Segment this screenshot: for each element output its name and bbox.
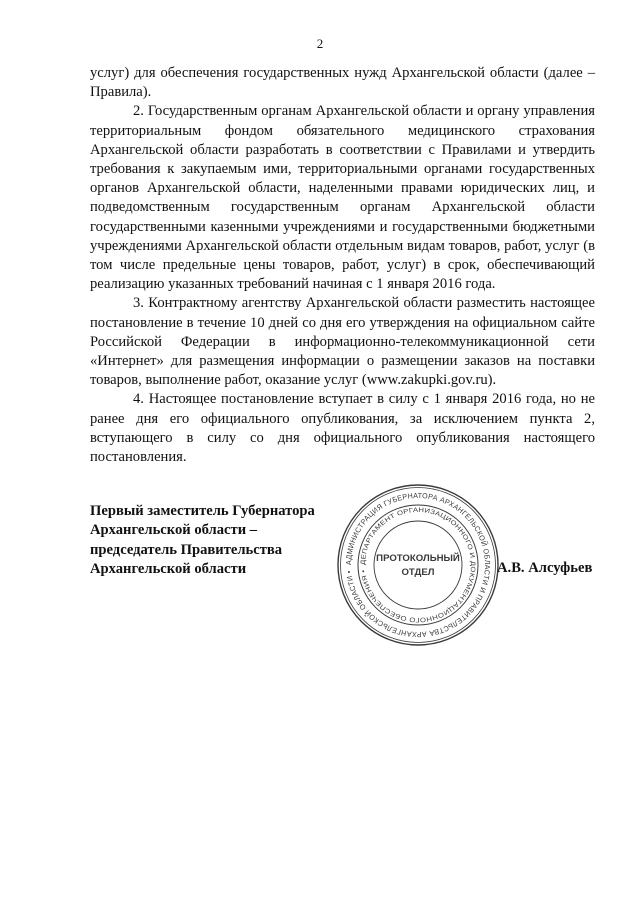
paragraph-item-3: 3. Контрактному агентству Архангельской области разместить настоящее постановление в течение 10 дней со дня его утверждения на официальном сайте Российской Федерации в информационно-телекоммуникационной сети «Интернет» для размещения информации о размещении заказов на поставки товаров, выполнение работ, оказание услуг (www.zakupki.gov.ru).	[90, 295, 595, 389]
paragraph-item-4: 4. Настоящее постановление вступает в силу с 1 января 2016 года, но не ранее дня его официального опубликования, за исключением пункта 2, вступающего в силу со дня официального опубликования настоящего постановления.	[90, 391, 595, 466]
stamp-seal-graphic	[336, 483, 500, 647]
paragraph-item-2: 2. Государственным органам Архангельской области и органу управления территориальным фондом обязательного медицинского страхования Архангельской области разработать в соответствии с Правилами и утвердить требования к закупаемым ими, территориальными органами государственных органов Архангельской области, наделенными правами юридических лиц, и подведомственным государственным органам Архангельской области государственными казенными учреждениями и государственными бюджетными учреждениями Архангельской области отдельным видам товаров, работ, услуг (в том числе предельные цены товаров, работ, услуг) в срок, обеспечивающий реализацию указанных требований начиная с 1 января 2016 года.	[90, 103, 595, 293]
stamp-inner-ring-text: ДЕПАРТАМЕНТ ОРГАНИЗАЦИОННОГО И ДОКУМЕНТАЦИОННОГО ОБЕСПЕЧЕНИЯ •	[359, 506, 477, 624]
stamp-outer-ring-text: АДМИНИСТРАЦИЯ ГУБЕРНАТОРА АРХАНГЕЛЬСКОЙ ОБЛАСТИ И ПРАВИТЕЛЬСТВА АРХАНГЕЛЬСКОЙ ОБЛАСТИ •	[343, 490, 493, 640]
signatory-position-line: Архангельской области	[90, 561, 247, 578]
svg-text:ДЕПАРТАМЕНТ ОРГАНИЗАЦИОННОГО И	[360, 507, 476, 623]
stamp-center-line-1: ПРОТОКОЛЬНЫЙ	[376, 553, 460, 564]
signatory-position-line: председатель Правительства	[90, 541, 283, 558]
document-body	[90, 64, 595, 467]
paragraph-continuation: услуг) для обеспечения государственных нужд Архангельской области (далее – Правила).	[90, 65, 595, 101]
signatory-name: А.В. Алсуфьев	[497, 560, 593, 576]
signatory-position-line: Первый заместитель Губернатора	[90, 503, 315, 519]
stamp-center-line-2: ОТДЕЛ	[401, 567, 435, 578]
signatory-position-line: Архангельской области –	[90, 522, 258, 539]
page-number: 2	[316, 36, 324, 51]
signatory-position	[90, 502, 315, 580]
official-stamp	[336, 483, 500, 647]
